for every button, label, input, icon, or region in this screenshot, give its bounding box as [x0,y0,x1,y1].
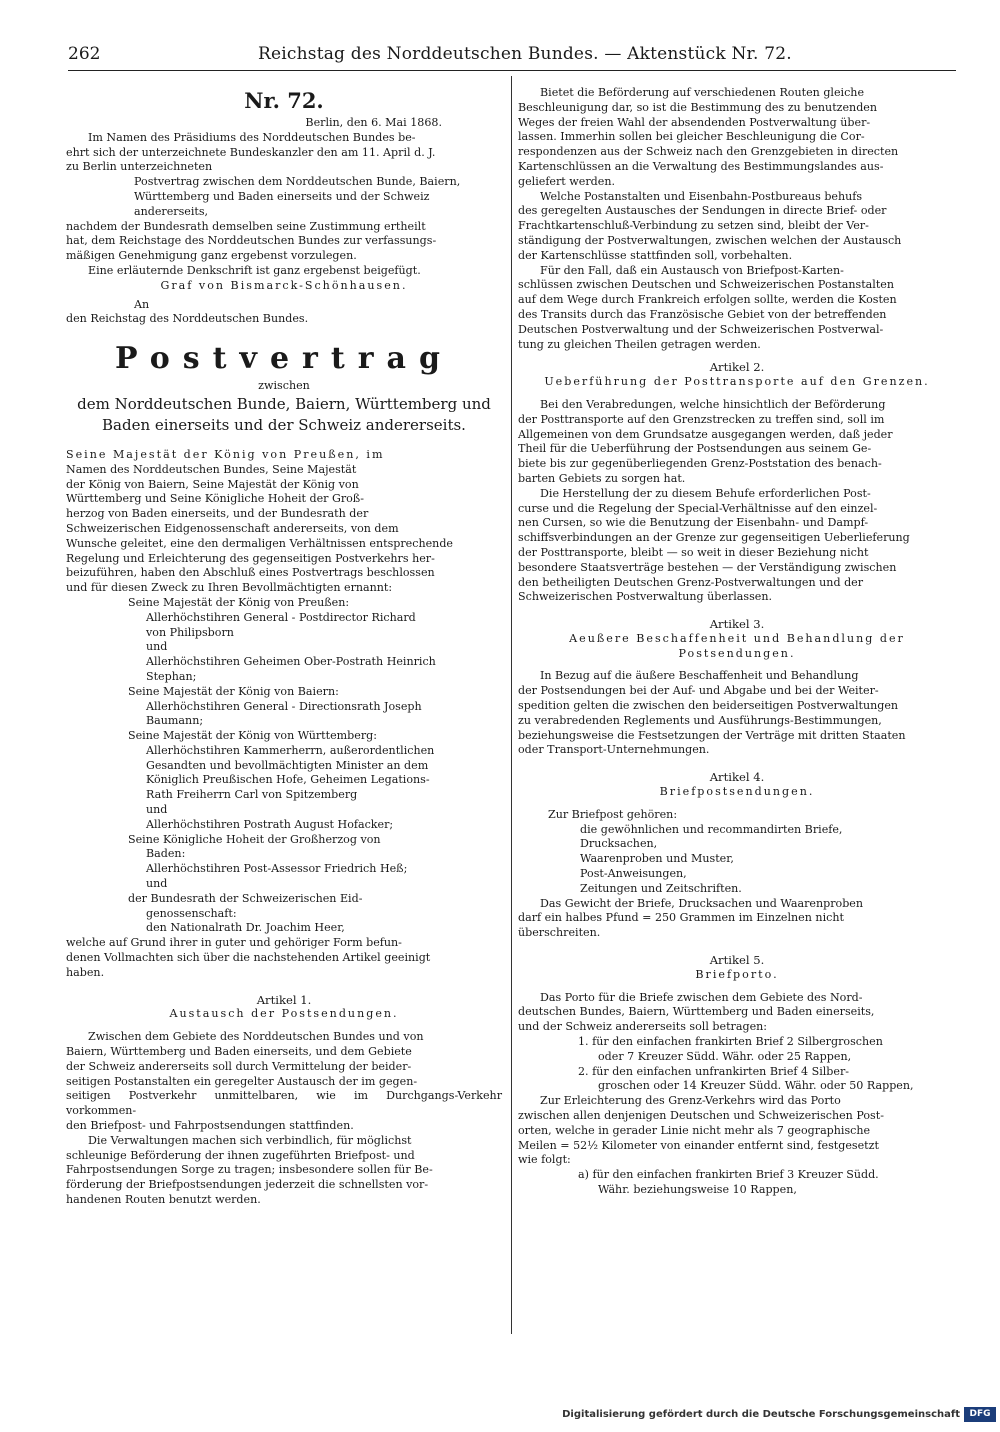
article-1-paragraph-2 [66,1134,502,1208]
list-line: Seine Majestät der König von Preußen: [128,595,350,609]
postvertrag-heading: Postvertrag [115,341,453,377]
article-2-paragraph-1 [518,398,956,487]
article-4-heading: Artikel 4. [709,770,765,785]
list-line: Stephan; [146,669,197,683]
text-line: Baiern, Württemberg und Baden einerseits, und dem Gebiete [66,1045,412,1059]
text-line: oder Transport-Unternehmungen. [518,743,710,757]
text-line: förderung der Briefpostsendungen jederzeit die schnellsten vor- [66,1178,429,1192]
digitization-footer [0,1406,1000,1426]
text-line: Waarenproben und Muster, [580,852,734,866]
text-line: Deutschen Postverwaltung und der Schweizerischen Postverwal- [518,322,884,336]
list-line: Allerhöchstihren Geheimen Ober-Postrath Heinrich [146,655,436,669]
article-5-title: Briefporto. [695,967,779,981]
list-line: Währ. beziehungsweise 10 Rappen, [598,1182,797,1196]
text-line: Württemberg und Seine Königliche Hoheit der Groß- [66,492,364,506]
routes-paragraph [518,86,956,190]
text-line: In Bezug auf die äußere Beschaffenheit und Behandlung [540,669,859,683]
article-1-paragraph-1 [66,1030,502,1134]
text-line: überschreiten. [518,926,601,940]
text-line: Beschleunigung dar, so ist die Bestimmung des zu benutzenden [518,100,878,114]
running-title: Reichstag des Norddeutschen Bundes. — Aktenstück Nr. 72. [258,44,792,64]
text-line: welche auf Grund ihrer in guter und gehöriger Form befun- [66,936,402,950]
text-line: Namen des Norddeutschen Bundes, Seine Majestät [66,462,357,476]
text-line: Seine Majestät der König von Preußen, im [66,447,385,461]
column-divider [511,76,512,1334]
list-line: und [146,640,168,654]
text-line: und für diesen Zweck zu Ihren Bevollmächtigten ernannt: [66,581,393,595]
text-line: die gewöhnlichen und recommandirten Briefe, [580,822,843,836]
submission-paragraph [66,220,502,264]
page-number: 262 [68,44,101,64]
text-line: Postvertrag zwischen dem Norddeutschen Bunde, Baiern, [134,175,461,189]
text-line: des geregelten Austausches der Sendungen in directe Brief- oder [518,204,887,218]
text-line: Allgemeinen von dem Grundsatze ausgegangen werden, daß jeder [518,427,893,441]
page-header [68,40,956,71]
article-3-title: Aeußere Beschaffenheit und Behandlung der [569,631,905,645]
list-line: der Bundesrath der Schweizerischen Eid- [128,891,363,905]
text-line: nachdem der Bundesrath demselben seine Zustimmung ertheilt [66,219,426,233]
article-5-rates [518,1035,956,1094]
document-number: Nr. 72. [244,88,324,113]
list-line: 2. für den einfachen unfrankirten Brief 4 Silber- [578,1064,850,1078]
text-line: nen Cursen, so wie die Benutzung der Eisenbahn- und Dampf- [518,516,869,530]
text-line: spedition gelten die zwischen den beiderseitigen Postverwaltungen [518,699,899,713]
text-line: und der Schweiz andererseits soll betragen: [518,1020,768,1034]
closing-paragraph [66,936,502,980]
text-line: Schweizerischen Postverwaltung überlassen. [518,590,773,604]
plenipotentiaries-list [66,596,502,936]
treaty-title-line [66,175,502,219]
list-line: a) für den einfachen frankirten Brief 3 Kreuzer Südd. [578,1168,879,1182]
list-line: Allerhöchstihren Kammerherrn, außerordentlichen [146,743,435,757]
text-line: Baden einerseits und der Schweiz andererseits. [102,415,466,434]
article-3-heading: Artikel 3. [709,617,765,632]
text-line: dem Norddeutschen Bunde, Baiern, Württemberg und [77,394,491,413]
text-line: darf ein halbes Pfund = 250 Grammen im Einzelnen nicht [518,911,844,925]
text-line: der König von Baiern, Seine Majestät der König von [66,477,359,491]
article-2-heading: Artikel 2. [709,360,765,375]
text-line: seitigen Postverkehr unmittelbaren, wie im Durchgangs-Verkehr vorkommen- [66,1089,502,1118]
article-3-paragraph [518,669,956,758]
text-line: Zeitungen und Zeitschriften. [580,881,742,895]
text-line: Drucksachen, [580,837,658,851]
article-1-title: Austausch der Postsendungen. [169,1007,399,1021]
text-line: Bei den Verabredungen, welche hinsichtlich der Beförderung [540,397,886,411]
text-line: haben. [66,965,105,979]
text-line: lassen. Immerhin sollen bei gleicher Beschleunigung die Cor- [518,130,865,144]
text-line: ehrt sich der unterzeichnete Bundeskanzler den am 11. April d. J. [66,145,436,159]
left-column [66,86,502,1208]
text-line: ständigung der Postverwaltungen, zwischen welchen der Austausch [518,233,902,247]
text-line: tung zu gleichen Theilen getragen werden. [518,337,761,351]
text-line: Württemberg und Baden einerseits und der Schweiz [134,189,430,203]
list-line: Allerhöchstihren General - Postdirector Richard [146,610,416,624]
text-line: Post-Anweisungen, [580,867,687,881]
zwischen-text: zwischen [258,379,310,393]
footer-text: Digitalisierung gefördert durch die Deutsche Forschungsgemeinschaft [562,1409,960,1420]
post-offices-paragraph [518,190,956,264]
france-transit-paragraph [518,264,956,353]
article-5-paragraph [518,991,956,1035]
text-line: deutschen Bundes, Baiern, Württemberg und Baden einerseits, [518,1005,875,1019]
text-line: beizuführen, haben den Abschluß eines Postvertrags beschlossen [66,566,435,580]
text-line: der Posttransporte, bleibt — so weit in dieser Beziehung nicht [518,545,869,559]
intro-paragraph [66,131,502,175]
list-line: Allerhöchstihren Postrath August Hofacker; [146,817,394,831]
article-4-paragraph [518,897,956,941]
text-line: curse und die Regelung der Special-Verhältnisse auf den einzel- [518,501,878,515]
text-line: Weges der freien Wahl der absendenden Postverwaltung über- [518,115,871,129]
text-line: seitigen Postanstalten ein geregelter Austausch der im gegen- [66,1074,418,1088]
text-line: Meilen = 52½ Kilometer von einander entfernt sind, festgesetzt [518,1138,879,1152]
text-line: denen Vollmachten sich über die nachstehenden Artikel geeinigt [66,951,431,965]
text-line: andererseits, [134,204,209,218]
list-line: und [146,803,168,817]
list-line: Gesandten und bevollmächtigten Minister an dem [146,758,429,772]
text-line: Das Gewicht der Briefe, Drucksachen und Waarenproben [540,896,864,910]
text-line: Regelung und Erleichterung des gegenseitigen Postverkehrs her- [66,551,435,565]
article-4-lead: Zur Briefpost gehören: [548,807,678,821]
text-line: Theil für die Ueberführung der Postsendungen aus seinem Ge- [518,442,872,456]
list-line: Königlich Preußischen Hofe, Geheimen Legations- [146,773,430,787]
article-3-title-cont: Postsendungen. [678,646,796,660]
text-line: zu Berlin unterzeichneten [66,160,213,174]
text-line: der Kartenschlüsse stattfinden soll, vorbehalten. [518,248,793,262]
text-line: schlüssen zwischen Deutschen und Schweizerischen Postanstalten [518,278,895,292]
text-line: Für den Fall, daß ein Austausch von Briefpost-Karten- [540,263,844,277]
list-line: 1. für den einfachen frankirten Brief 2 Silbergroschen [578,1035,883,1049]
list-line: Baumann; [146,714,204,728]
article-4-items [518,823,956,897]
list-line: oder 7 Kreuzer Südd. Währ. oder 25 Rappen, [598,1049,852,1063]
text-line: orten, welche in gerader Linie nicht mehr als 7 geographische [518,1123,871,1137]
text-line: auf dem Wege durch Frankreich erfolgen sollte, werden die Kosten [518,293,897,307]
article-4-title: Briefpostsendungen. [659,785,815,799]
text-line: handenen Routen benutzt werden. [66,1193,261,1206]
list-line: Seine Königliche Hoheit der Großherzog von [128,832,381,846]
text-line: Bietet die Beförderung auf verschiedenen Routen gleiche [540,86,865,99]
list-line: Seine Majestät der König von Baiern: [128,684,339,698]
text-line: Die Verwaltungen machen sich verbindlich, für möglichst [88,1133,412,1147]
article-2-title: Ueberführung der Posttransporte auf den Grenzen. [544,375,930,389]
signature: Graf von Bismarck-Schönhausen. [160,278,408,292]
text-line: des Transits durch das Französische Gebiet von der betreffenden [518,307,887,321]
text-line: der Postsendungen bei der Auf- und Abgabe und bei der Weiter- [518,684,879,698]
list-line: Baden: [146,847,186,861]
addressee-an: An [134,297,150,311]
text-line: Frachtkartenschluß-Verbindung zu setzen sind, bleibt der Ver- [518,219,869,233]
list-line: und [146,877,168,891]
list-line: Allerhöchstihren General - Directionsrath Joseph [146,699,422,713]
article-5-border-rates [518,1168,956,1198]
text-line: schleunige Beförderung der ihnen zugeführten Briefpost- und [66,1148,415,1162]
text-line: zu verabredenden Reglements und Ausführungs-Bestimmungen, [518,713,882,727]
text-line: Die Herstellung der zu diesem Behufe erforderlichen Post- [540,486,871,500]
text-line: Das Porto für die Briefe zwischen dem Gebiete des Nord- [540,990,863,1004]
right-column [518,86,956,1198]
text-line: respondenzen aus der Schweiz nach den Grenzgebieten in directen [518,145,899,159]
text-line: den Briefpost- und Fahrpostsendungen stattfinden. [66,1119,354,1133]
text-line: der Schweiz andererseits soll durch Vermittelung der beider- [66,1059,412,1073]
article-1-heading: Artikel 1. [256,992,312,1007]
addressee: den Reichstag des Norddeutschen Bundes. [66,312,309,326]
list-line: Seine Majestät der König von Württemberg: [128,729,377,743]
text-line: biete bis zur gegenüberliegenden Grenz-Poststation des benach- [518,457,882,471]
text-line: herzog von Baden einerseits, und der Bundesrath der [66,507,369,521]
text-line: Im Namen des Präsidiums des Norddeutschen Bundes be- [88,130,416,144]
text-line: Fahrpostsendungen Sorge zu tragen; insbesondere sollen für Be- [66,1163,433,1177]
text-line: beziehungsweise die Festsetzungen der Verträge mit dritten Staaten [518,728,906,742]
text-line: Kartenschlüssen an die Verwaltung des Bestimmungslandes aus- [518,159,884,173]
dfg-logo: DFG [964,1407,996,1422]
list-line: genossenschaft: [146,906,237,920]
text-line: den betheiligten Deutschen Grenz-Postverwaltungen und der [518,575,864,589]
list-line: Rath Freiherrn Carl von Spitzemberg [146,788,358,802]
text-line: hat, dem Reichstage des Norddeutschen Bundes zur verfassungs- [66,234,437,248]
list-line: von Philipsborn [146,625,234,639]
text-line: Welche Postanstalten und Eisenbahn-Postbureaus behufs [540,189,863,203]
preamble-paragraph [66,448,502,596]
text-line: Zur Erleichterung des Grenz-Verkehrs wird das Porto [540,1094,841,1108]
text-line: zwischen allen denjenigen Deutschen und Schweizerischen Post- [518,1109,884,1122]
text-line: barten Gebiets zu sorgen hat. [518,471,686,485]
article-5-paragraph-2 [518,1094,956,1168]
article-5-heading: Artikel 5. [709,953,765,968]
text-line: mäßigen Genehmigung ganz ergebenst vorzulegen. [66,249,357,263]
text-line: Zwischen dem Gebiete des Norddeutschen Bundes und von [88,1030,424,1044]
text-line: besondere Staatsverträge bestehen — der Verständigung zwischen [518,560,897,574]
list-line: Allerhöchstihren Post-Assessor Friedrich Heß; [146,862,408,876]
text-line: wie folgt: [518,1153,571,1167]
list-line: groschen oder 14 Kreuzer Südd. Währ. oder 50 Rappen, [598,1079,914,1093]
text-line: der Posttransporte auf den Grenzstrecken zu treffen sind, soll im [518,412,885,426]
text-line: Schweizerischen Eidgenossenschaft andererseits, von dem [66,521,399,535]
text-line: geliefert werden. [518,174,615,188]
text-line: Wunsche geleitet, eine den dermaligen Verhältnissen entsprechende [66,536,453,550]
place-date: Berlin, den 6. Mai 1868. [305,116,442,129]
treaty-parties [66,394,502,436]
memorandum-note: Eine erläuternde Denkschrift ist ganz ergebenst beigefügt. [88,263,421,277]
text-line: schiffsverbindungen an der Grenze zur gegenseitigen Ueberlieferung [518,531,910,545]
list-line: den Nationalrath Dr. Joachim Heer, [146,921,345,935]
article-2-paragraph-2 [518,487,956,605]
